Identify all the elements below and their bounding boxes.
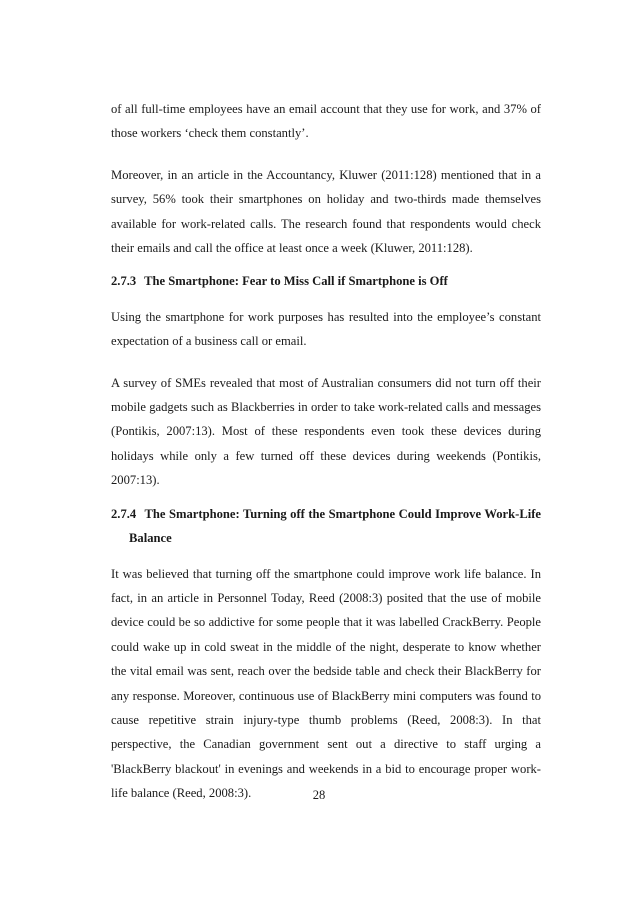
paragraph-sme-survey: A survey of SMEs revealed that most of Australian consumers did not turn off their mobile gadgets such as Blackberries in order to take work-related calls and messages (Pontikis, 2007:13). Most of these respondents even took these devices during holidays while only a few turned off these devices during weekends (Pontikis, 2007:13). <box>111 375 541 488</box>
paragraph-kluwer-survey: Moreover, in an article in the Accountancy, Kluwer (2011:128) mentioned that in a survey, 56% took their smartphones on holiday and two-thirds made themselves available for work-related calls. The research found that respondents would check their emails and call the office at least once a week (Kluwer, 2011:128). <box>111 167 541 256</box>
paragraph-expectation: Using the smartphone for work purposes has resulted into the employee’s constant expectation of a business call or email. <box>111 309 541 349</box>
section-heading-2-7-4 <box>111 502 541 551</box>
section-number: 2.7.4 <box>111 506 137 521</box>
paragraph-turning-off: It was believed that turning off the smartphone could improve work life balance. In fact, in an article in Personnel Today, Reed (2008:3) posited that the use of mobile device could be so addictive for some people that it was labelled CrackBerry. People could wake up in cold sweat in the middle of the night, desperate to know whether the vital email was sent, reach over the bedside table and check their BlackBerry for any response. Moreover, continuous use of BlackBerry mini computers was found to cause repetitive strain injury-type thumb problems (Reed, 2008:3). In that perspective, the Canadian government sent out a directive to staff urging a 'BlackBerry blackout' in evenings and weekends in a bid to encourage proper work-life balance (Reed, 2008:3). <box>111 566 541 801</box>
section-number: 2.7.3 <box>111 274 137 289</box>
section-title: The Smartphone: Fear to Miss Call if Smartphone is Off <box>144 274 448 289</box>
page-number: 28 <box>312 788 326 802</box>
paragraph-email-usage: of all full-time employees have an email account that they use for work, and 37% of those workers ‘check them constantly’. <box>111 102 541 141</box>
page-body <box>111 97 541 806</box>
section-heading-2-7-3 <box>111 269 541 293</box>
section-title: The Smartphone: Turning off the Smartphone Could Improve Work-Life Balance <box>129 506 541 546</box>
